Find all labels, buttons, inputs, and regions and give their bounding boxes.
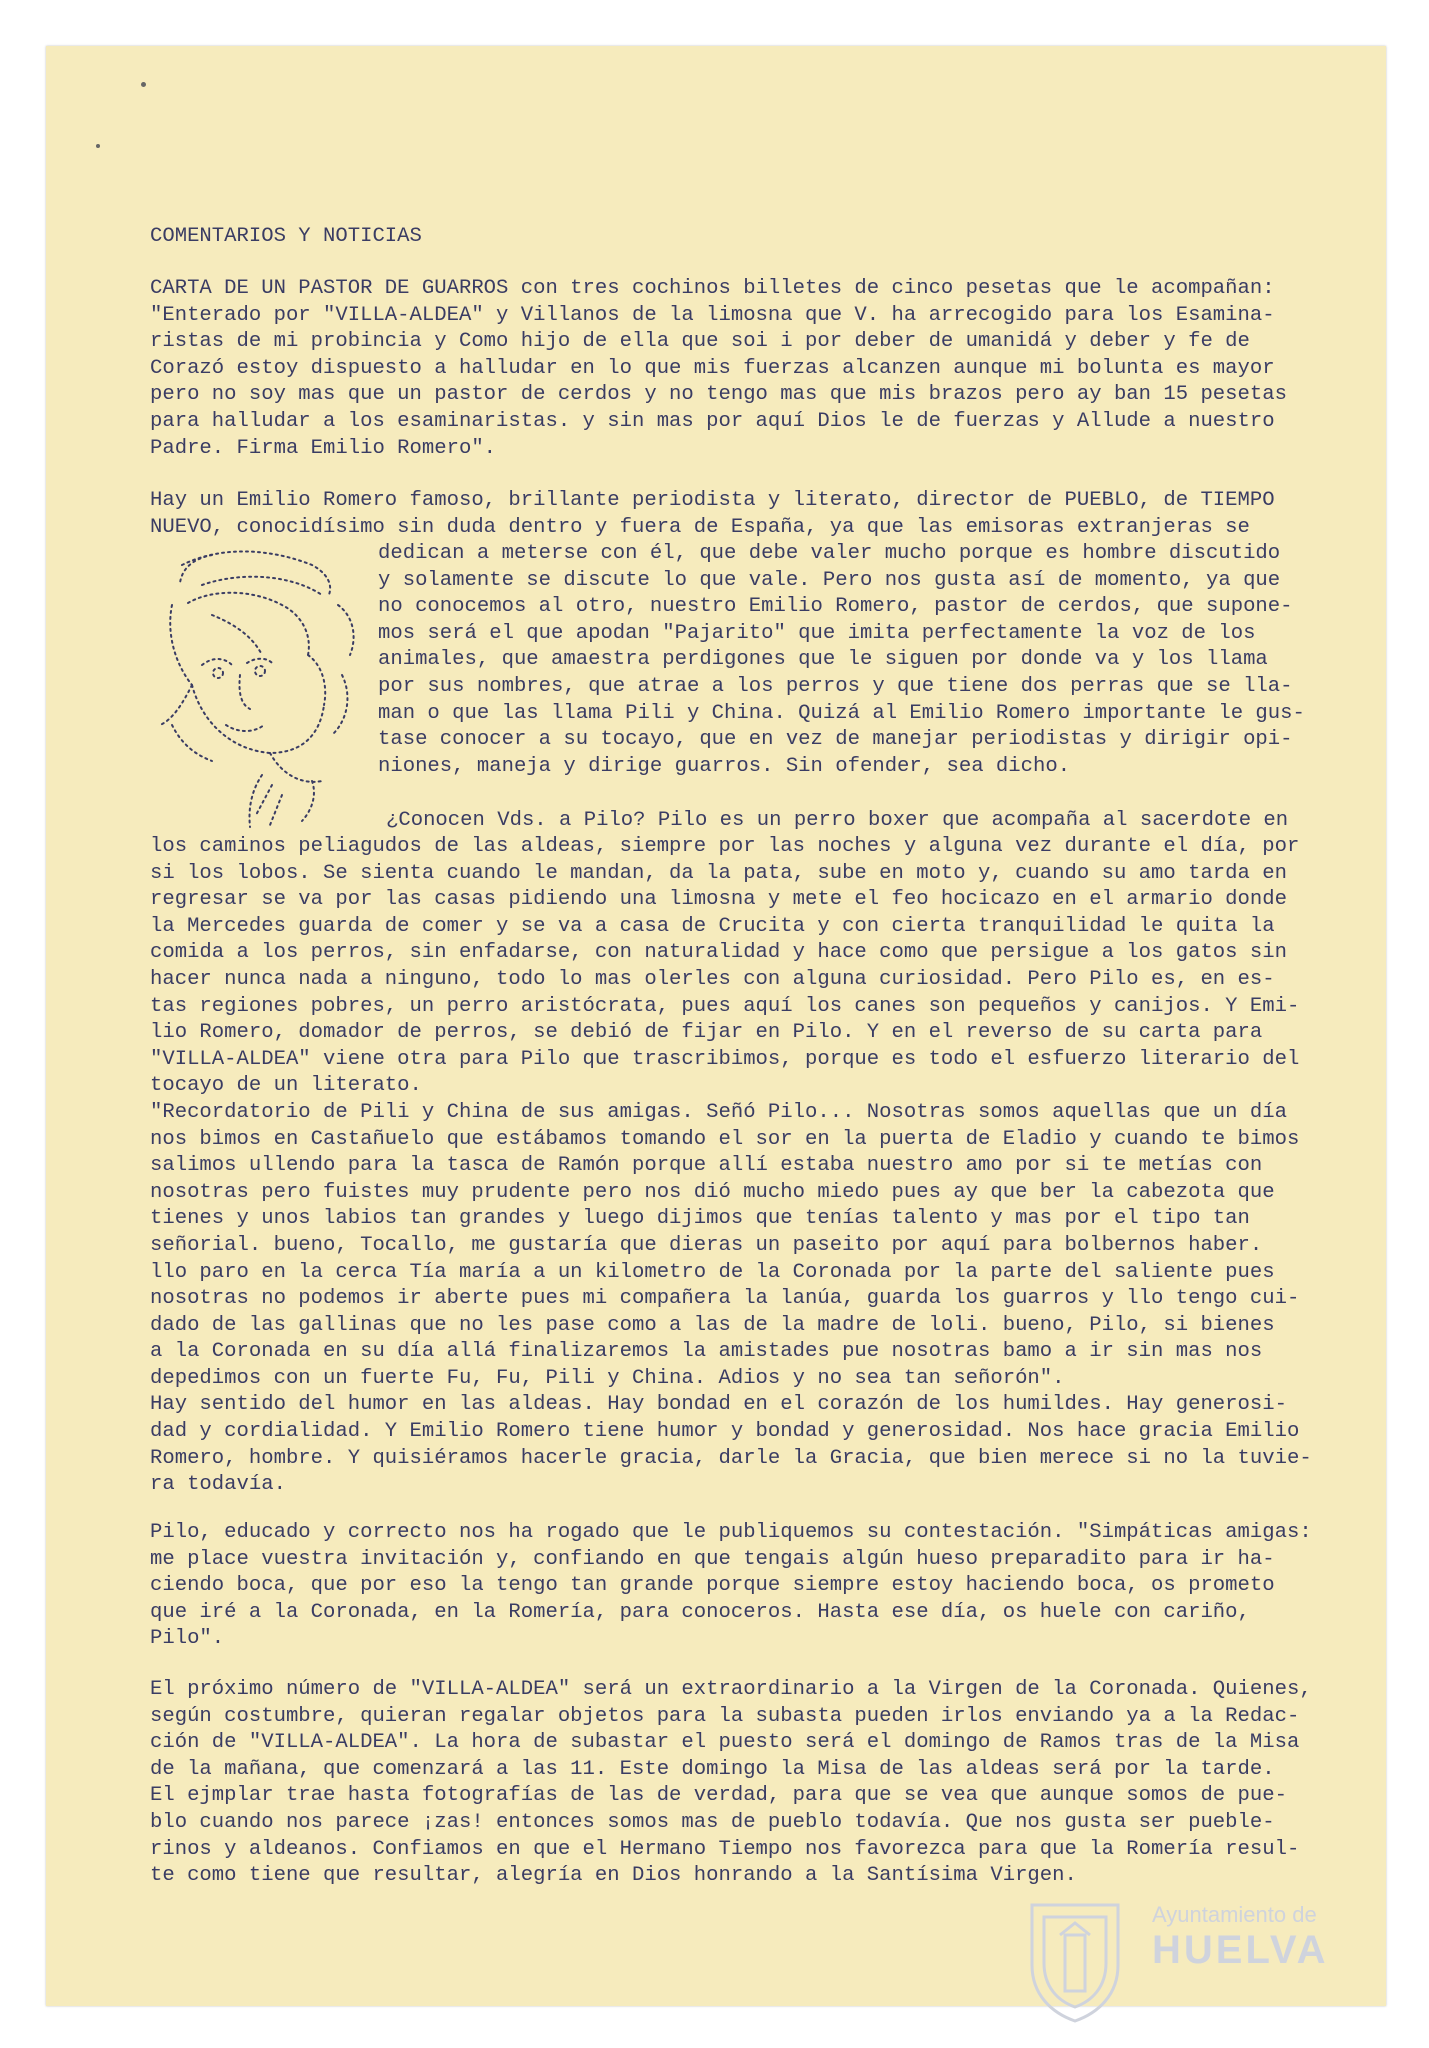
watermark-line2: HUELVA [1152, 1928, 1329, 1972]
watermark-line1: Ayuntamiento de [1152, 1902, 1317, 1927]
pilo-paragraph-body: los caminos peliagudos de las aldeas, siempre por las noches y alguna vez durante el día, por si los lobos. Se sienta cuando le mandan, da la pata, sube en moto y, cuando su amo tarda en regresar se va por las casas pidiendo una limosna y mete el feo hocicazo en el armario donde la Mercedes guarda de comer y se va a casa de Crucita y con cierta tranquilidad le quita la comida a los perros, sin enfadarse, con naturalidad y hace como que persigue a los gatos sin hacer nunca nada a ninguno, todo lo mas olerles con alguna curiosidad. Pero Pilo es, en es- tas regiones pobres, un perro aristócrata, pues aquí los canes son pequeños y canijos. Y Emi- lio Romero, domador de perros, se debió de fijar en Pilo. Y en el reverso de su carta para "VILLA-ALDEA" viene otra para Pilo que trascribimos, porque es todo el esfuerzo literario del tocayo de un literato. "Recordatorio de Pili y China de sus amigas. Señó Pilo... Nosotras somos aquellas que un día nos bimos en Castañuelo que estábamos tomando el sor en la puerta de Eladio y cuando te bimos salimos ullendo para la tasca de Ramón porque allí estaba nuestro amo por si te metías con nosotras pero fuistes muy prudente pero nos dió mucho miedo pues ay que ber la cabezota que tienes y unos labios tan grandes y luego dijimos que tenías talento y mas por el tipo tan señorial. bueno, Tocallo, me gustaría que dieras un paseito por aquí para bolbernos haber. llo paro en la cerca Tía maría a un kilometro de la Coronada por la parte del saliente pues nosotras no podemos ir aberte pues mi compañera la lanúa, guarda los guarros y llo tengo cui- dado de las gallinas que no les pase como a las de la madre de loli. bueno, Pilo, si bienes a la Coronada en su día allá finalizaremos la amistades pue nosotras bamo a ir sin mas nos depedimos con un fuerte Fu, Fu, Pili y China. Adios y no sea tan señorón". Hay sentido del humor en las aldeas. Hay bondad en el corazón de los humildes. Hay generosi- dad y cordialidad. Y Emilio Romero tiene humor y bondad y generosidad. Nos hace gracia Emilio Romero, hombre. Y quisiéramos hacerle gracia, darle la Gracia, que bien merece si no la tuvie- ra todavía. [150, 835, 1312, 1497]
huelva-watermark [1152, 1902, 1329, 1972]
paper-speck [96, 144, 100, 148]
emilio-romero-paragraph-intro: Hay un Emilio Romero famoso, brillante periodista y literato, director de PUEBLO, de TIEMPO NUEVO, conocidísimo sin duda dentro y fuera de España, ya que las emisoras extranjeras se [150, 489, 1275, 539]
next-issue-paragraph: El próximo número de "VILLA-ALDEA" será un extraordinario a la Virgen de la Coronada. Quienes, según costumbre, quieran regalar objetos para la subasta pueden irlos enviando ya a la Redac- ción de "VILLA-ALDEA". La hora de subastar el puesto será el domingo de Ramos tras de la Misa de la mañana, que comenzará a las 11. Este domingo la Misa de las aldeas será por la tarde. El ejmplar trae hasta fotografías de las de verdad, para que se vea que aunque somos de pue- blo cuando nos parece ¡zas! entonces somos mas de pueblo todavía. Que nos gusta ser pueble- rinos y aldeanos. Confiamos en que el Hermano Tiempo nos favorezca para que la Romería resul- te como tiene que resultar, alegría en Dios honrando a la Santísima Virgen. [150, 1678, 1312, 1888]
shepherd-letter-paragraph: CARTA DE UN PASTOR DE GUARROS con tres cochinos billetes de cinco pesetas que le acompañan: "Enterado por "VILLA-ALDEA" y Villanos de la limosna que V. ha arrecogido para los Esamina- ristas de mi probincia y Como hijo de ella que soi i por deber de umanidá y deber y fe de Corazó estoy dispuesto a halludar en lo que mis fuerzas alcanzen aunque mi bolunta es mayor pero no soy mas que un pastor de cerdos y no tengo mas que mis brazos pero ay ban 15 pesetas para halludar a los esaminaristas. y sin mas por aquí Dios le de fuerzas y Allude a nuestro Padre. Firma Emilio Romero". [150, 277, 1287, 460]
pilo-paragraph-first-line: ¿Conocen Vds. a Pilo? Pilo es un perro boxer que acompaña al sacerdote en [386, 809, 1289, 832]
emilio-romero-paragraph-wrapped: dedican a meterse con él, que debe valer mucho porque es hombre discutido y solamente se discute lo que vale. Pero nos gusta así de momento, ya que no conocemos al otro, nuestro Emilio Romero, pastor de cerdos, que supone- mos será el que apodan "Pajarito" que imita perfectamente la voz de los animales, que amaestra perdigones que le siguen por donde va y los llama por sus nombres, que atrae a los perros y que tiene dos perras que se lla- man o que las llama Pili y China. Quizá al Emilio Romero importante le gus- tase conocer a su tocayo, que en vez de manejar periodistas y dirigir opi- niones, maneja y dirige guarros. Sin ofender, sea dicho. [378, 542, 1305, 778]
pilo-reply-paragraph: Pilo, educado y correcto nos ha rogado que le publiquemos su contestación. "Simpáticas amigas: me place vuestra invitación y, confiando en que tengais algún hueso preparadito para ir ha- ciendo boca, que por eso la tengo tan grande porque siempre estoy haciendo boca, os prometo que iré a la Coronada, en la Romería, para conoceros. Hasta ese día, os huele con cariño, Pilo". [150, 1521, 1312, 1651]
section-heading: COMENTARIOS Y NOTICIAS [150, 225, 422, 248]
dotted-face-sketch [152, 545, 392, 835]
paper-speck [141, 82, 146, 87]
city-crest-watermark-icon [1020, 1895, 1130, 2025]
